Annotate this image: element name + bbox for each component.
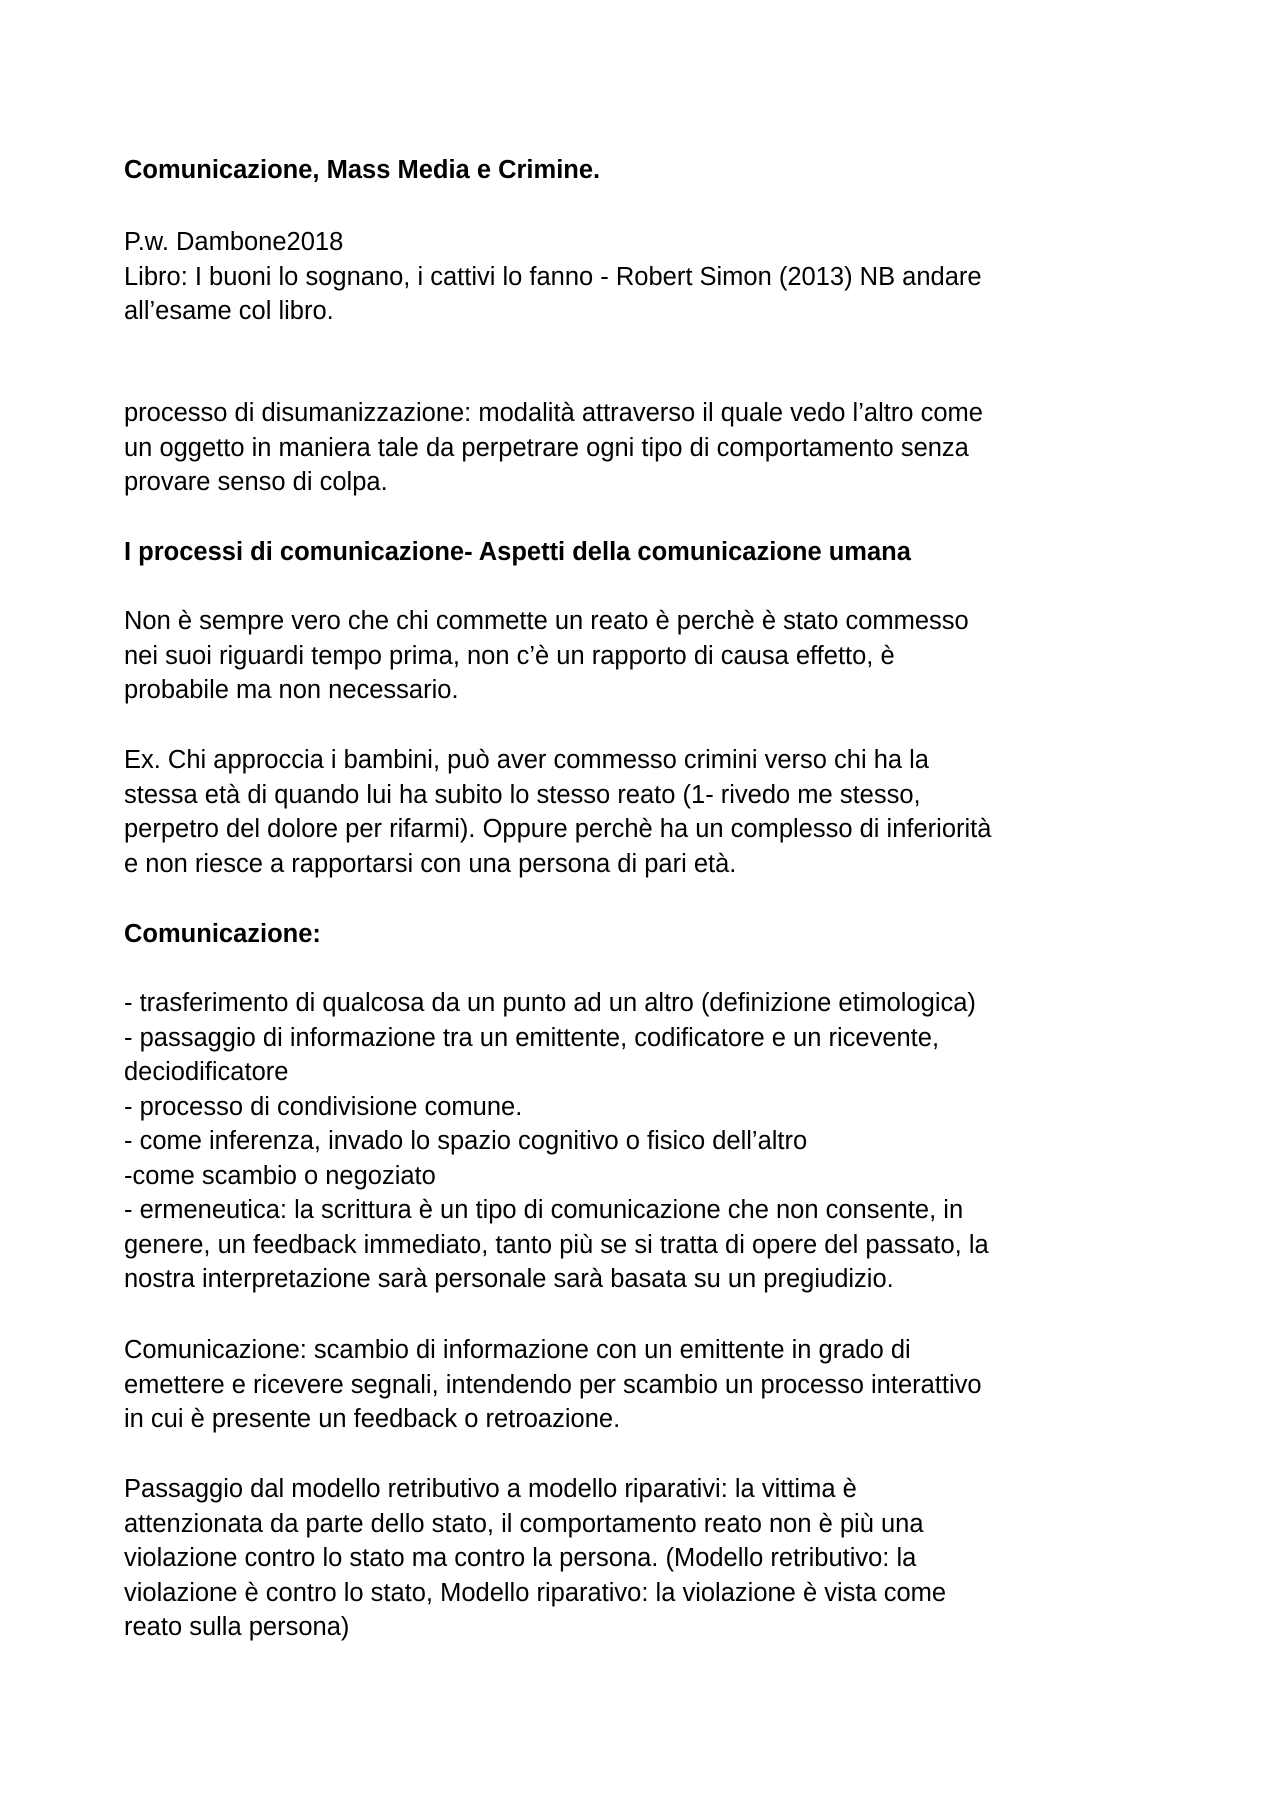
header-block <box>124 225 1174 329</box>
heading-line: I processi di comunicazione- Aspetti della comunicazione umana <box>124 538 911 566</box>
paragraph-modelli <box>124 1472 1174 1645</box>
paragraph-line: violazione è contro lo stato, Modello riparativo: la violazione è vista come <box>124 1578 947 1607</box>
paragraph-line: nei suoi riguardi tempo prima, non c’è un rapporto di causa effetto, è <box>124 641 895 670</box>
section-heading-processi <box>124 535 1174 570</box>
heading-line: Comunicazione: <box>124 920 321 948</box>
list-item: - processo di condivisione comune. <box>124 1092 523 1121</box>
paragraph-line: un oggetto in maniera tale da perpetrare ogni tipo di comportamento senza <box>124 433 969 462</box>
document-title <box>124 153 1174 188</box>
title-line: Comunicazione, Mass Media e Crimine. <box>124 156 601 184</box>
header-line: all’esame col libro. <box>124 297 334 325</box>
paragraph-line: perpetro del dolore per rifarmi). Oppure perchè ha un complesso di inferiorità <box>124 815 992 843</box>
paragraph-line: attenzionata da parte dello stato, il comportamento reato non è più una <box>124 1509 924 1538</box>
list-item: nostra interpretazione sarà personale sarà basata su un pregiudizio. <box>124 1265 894 1293</box>
paragraph-definizione <box>124 1333 1174 1437</box>
paragraph-line: Non è sempre vero che chi commette un reato è perchè è stato commesso <box>124 607 969 635</box>
paragraph-example <box>124 743 1174 881</box>
section-heading-comunicazione <box>124 917 1174 952</box>
list-item: - ermeneutica: la scrittura è un tipo di comunicazione che non consente, in <box>124 1196 964 1224</box>
disumanizzazione-paragraph <box>124 396 1174 500</box>
paragraph-line: in cui è presente un feedback o retroazione. <box>124 1405 621 1433</box>
list-item: - trasferimento di qualcosa da un punto ad un altro (definizione etimologica) <box>124 989 976 1017</box>
paragraph-line: processo di disumanizzazione: modalità attraverso il quale vedo l’altro come <box>124 399 983 427</box>
definitions-list <box>124 986 1174 1297</box>
paragraph-line: Comunicazione: scambio di informazione con un emittente in grado di <box>124 1336 911 1364</box>
header-line: P.w. Dambone2018 <box>124 228 344 256</box>
paragraph-line: stessa età di quando lui ha subito lo stesso reato (1- rivedo me stesso, <box>124 780 921 809</box>
list-item: deciodificatore <box>124 1058 289 1086</box>
paragraph-line: Ex. Chi approccia i bambini, può aver commesso crimini verso chi ha la <box>124 746 929 774</box>
list-item: - come inferenza, invado lo spazio cognitivo o fisico dell’altro <box>124 1127 808 1155</box>
paragraph-line: reato sulla persona) <box>124 1613 350 1641</box>
paragraph-line: emettere e ricevere segnali, intendendo per scambio un processo interattivo <box>124 1370 982 1399</box>
list-item: genere, un feedback immediato, tanto più se si tratta di opere del passato, la <box>124 1230 989 1259</box>
paragraph-line: provare senso di colpa. <box>124 468 388 496</box>
paragraph-line: probabile ma non necessario. <box>124 676 459 704</box>
list-item: - passaggio di informazione tra un emittente, codificatore e un ricevente, <box>124 1023 940 1052</box>
paragraph-causa-effetto <box>124 604 1174 708</box>
header-line: Libro: I buoni lo sognano, i cattivi lo fanno - Robert Simon (2013) NB andare <box>124 262 982 291</box>
list-item: -come scambio o negoziato <box>124 1161 436 1190</box>
paragraph-line: Passaggio dal modello retributivo a modello riparativi: la vittima è <box>124 1475 857 1503</box>
paragraph-line: violazione contro lo stato ma contro la persona. (Modello retributivo: la <box>124 1544 917 1572</box>
paragraph-line: e non riesce a rapportarsi con una persona di pari età. <box>124 849 737 878</box>
